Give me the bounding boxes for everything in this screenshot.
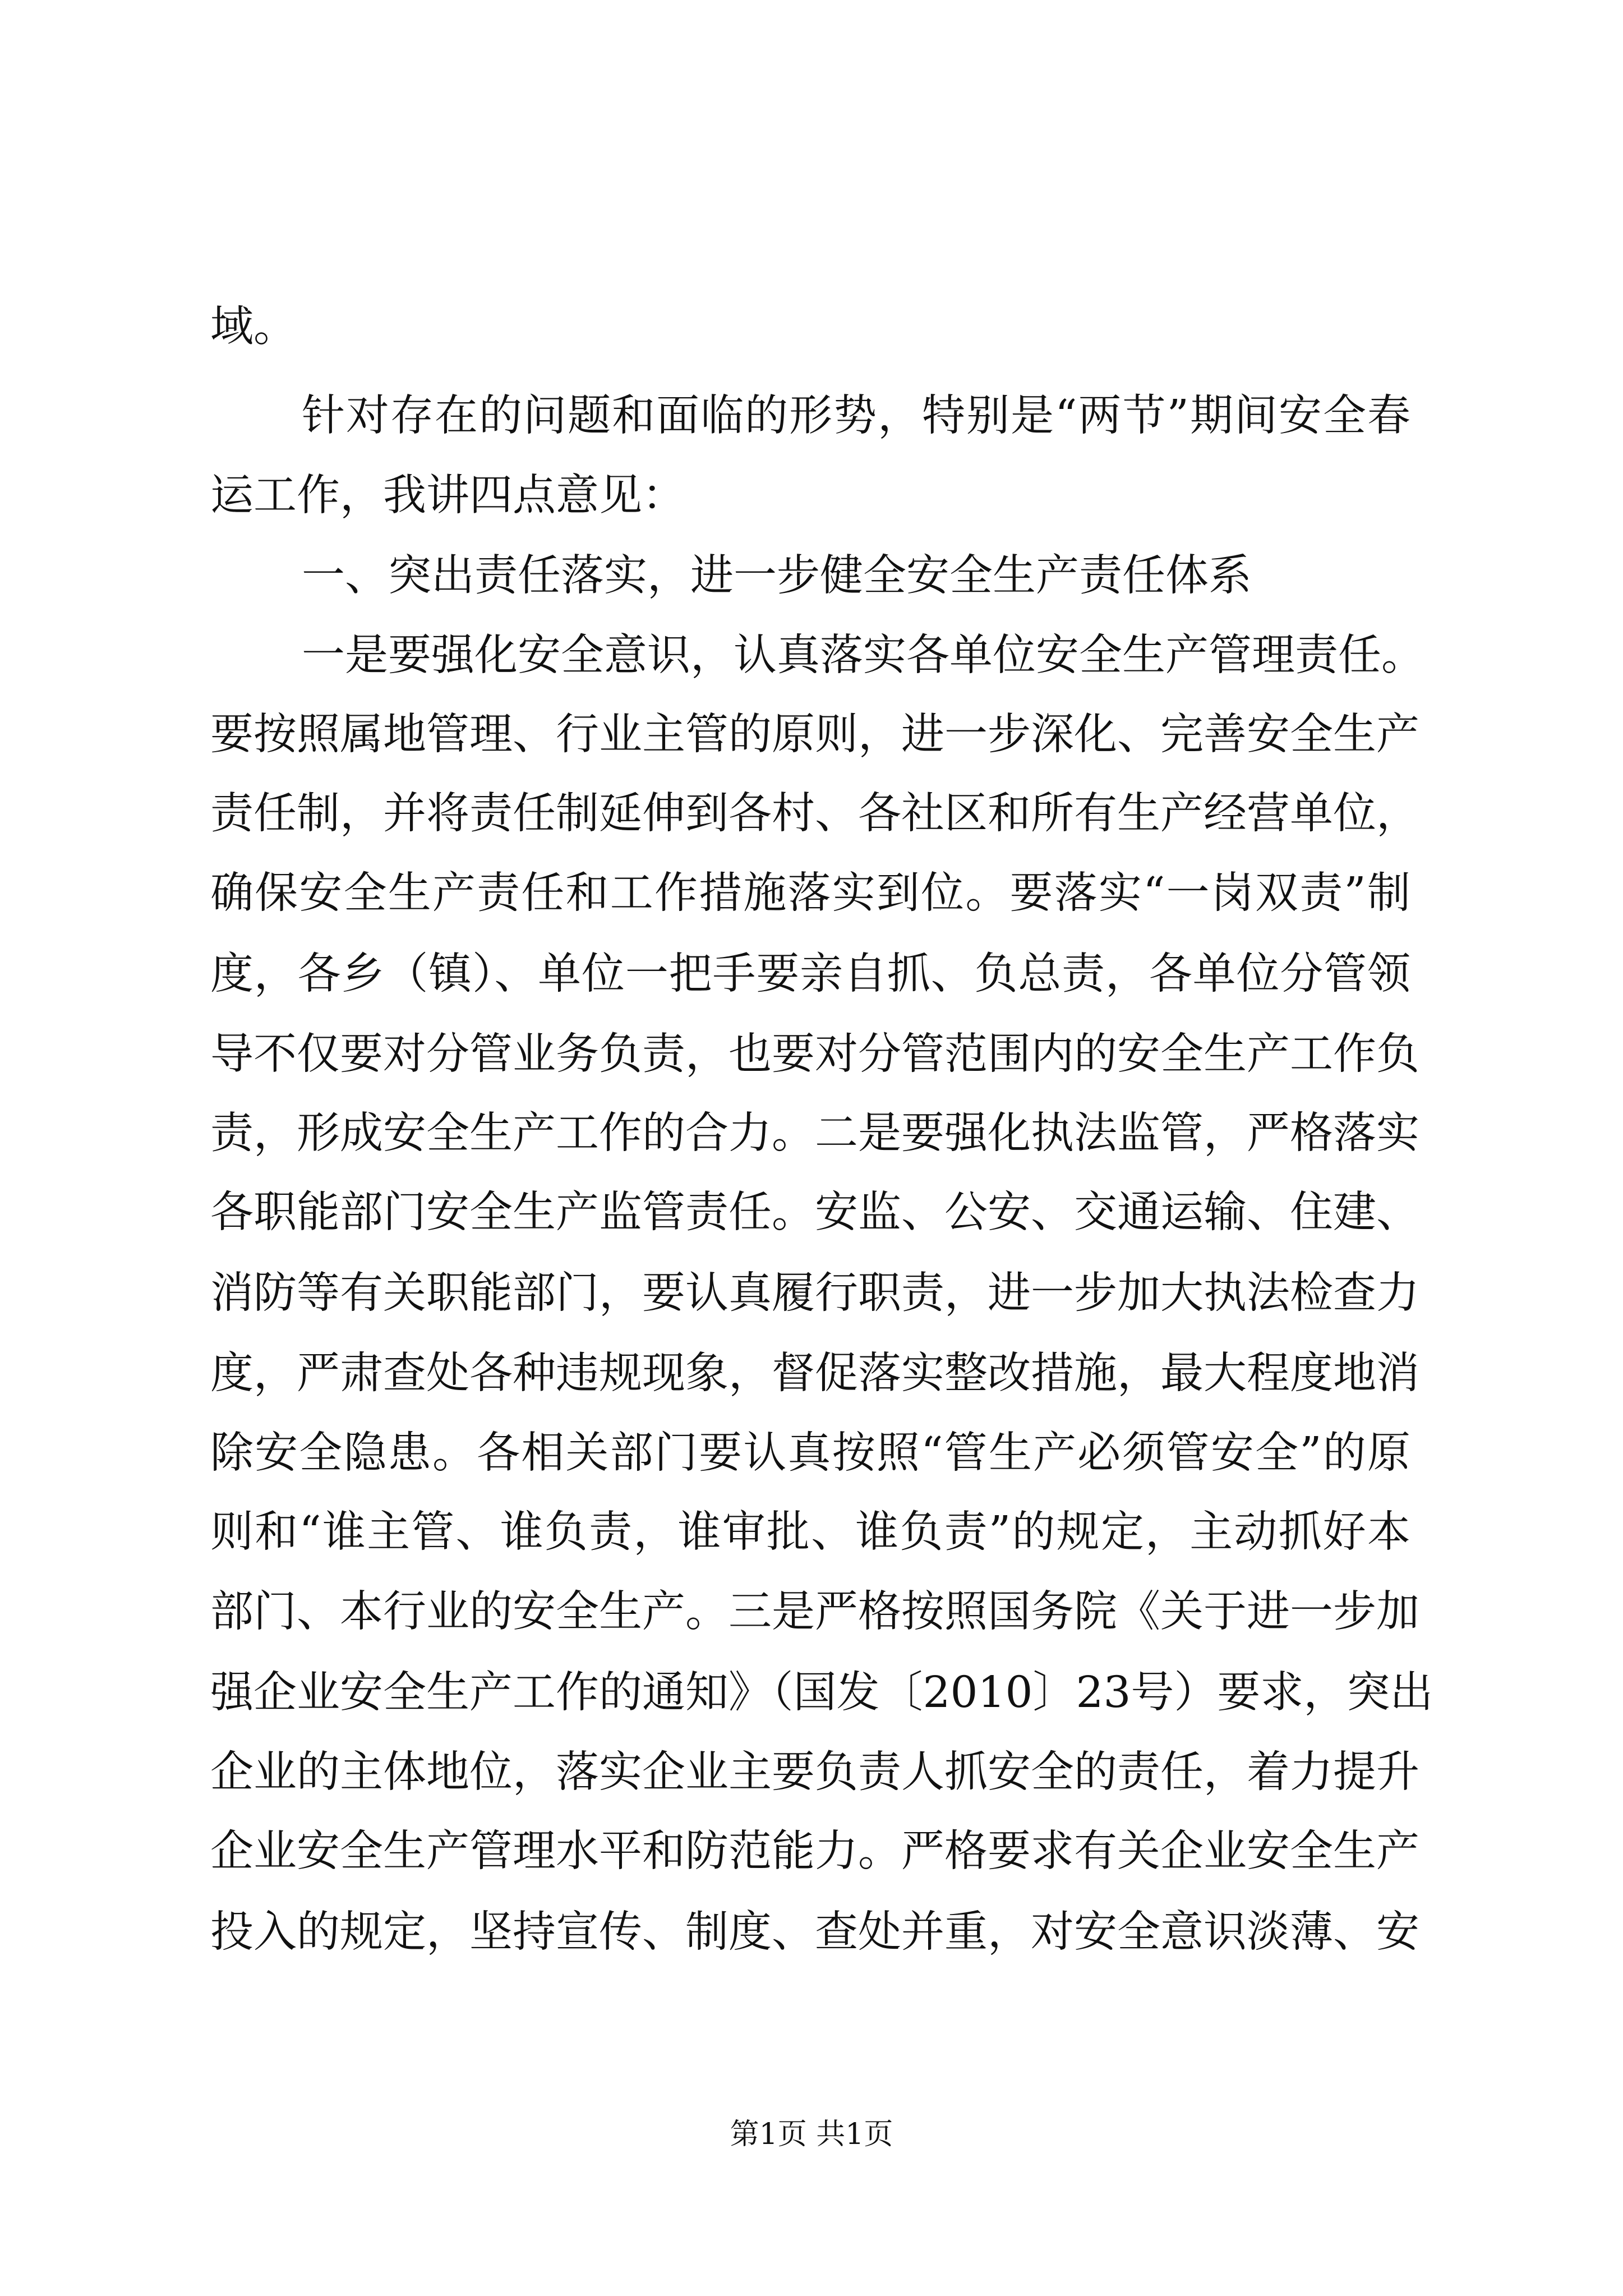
text-line-14: 度，严肃查处各种违规现象，督促落实整改措施，最大程度地消 <box>210 1349 1419 1398</box>
text-line-18: 强企业安全生产工作的通知》（国发〔2010〕23号）要求，突出 <box>210 1668 1433 1718</box>
text-line-13: 消防等有关职能部门，要认真履行职责，进一步加大执法检查力 <box>210 1268 1419 1318</box>
text-line-16: 则和“谁主管、谁负责，谁审批、谁负责”的规定，主动抓好本 <box>210 1507 1410 1557</box>
text-line-12: 各职能部门安全生产监管责任。安监、公安、交通运输、住建、 <box>210 1188 1419 1237</box>
text-line-21: 投入的规定，坚持宣传、制度、查处并重，对安全意识淡薄、安 <box>210 1907 1419 1957</box>
text-line-19: 企业的主体地位，落实企业主要负责人抓安全的责任，着力提升 <box>210 1747 1419 1797</box>
text-line-9: 度，各乡（镇）、单位一把手要亲自抓、负总责，各单位分管领 <box>210 949 1410 999</box>
text-line-10: 导不仅要对分管业务负责，也要对分管范围内的安全生产工作负 <box>210 1029 1419 1079</box>
text-line-15: 除安全隐患。各相关部门要认真按照“管生产必须管安全”的原 <box>210 1428 1410 1478</box>
text-line-5: 一是要强化安全意识，认真落实各单位安全生产管理责任。 <box>302 631 1424 680</box>
text-line-7: 责任制，并将责任制延伸到各村、各社区和所有生产经营单位， <box>210 789 1419 839</box>
text-line-11: 责，形成安全生产工作的合力。二是要强化执法监管，严格落实 <box>210 1108 1419 1158</box>
page-footer: 第1页 共1页 <box>730 2118 893 2151</box>
text-line-3: 运工作，我讲四点意见： <box>210 471 685 521</box>
text-line-17: 部门、本行业的安全生产。三是严格按照国务院《关于进一步加 <box>210 1587 1419 1637</box>
section-heading: 一、突出责任落实，进一步健全安全生产责任体系 <box>302 551 1252 601</box>
text-line-6: 要按照属地管理、行业主管的原则，进一步深化、完善安全生产 <box>210 710 1419 760</box>
text-line-8: 确保安全生产责任和工作措施落实到位。要落实“一岗双责”制 <box>210 868 1410 918</box>
text-line-2: 针对存在的问题和面临的形势，特别是“两节”期间安全春 <box>302 391 1410 441</box>
text-line-20: 企业安全生产管理水平和防范能力。严格要求有关企业安全生产 <box>210 1826 1419 1876</box>
text-line-1: 域。 <box>210 302 297 352</box>
